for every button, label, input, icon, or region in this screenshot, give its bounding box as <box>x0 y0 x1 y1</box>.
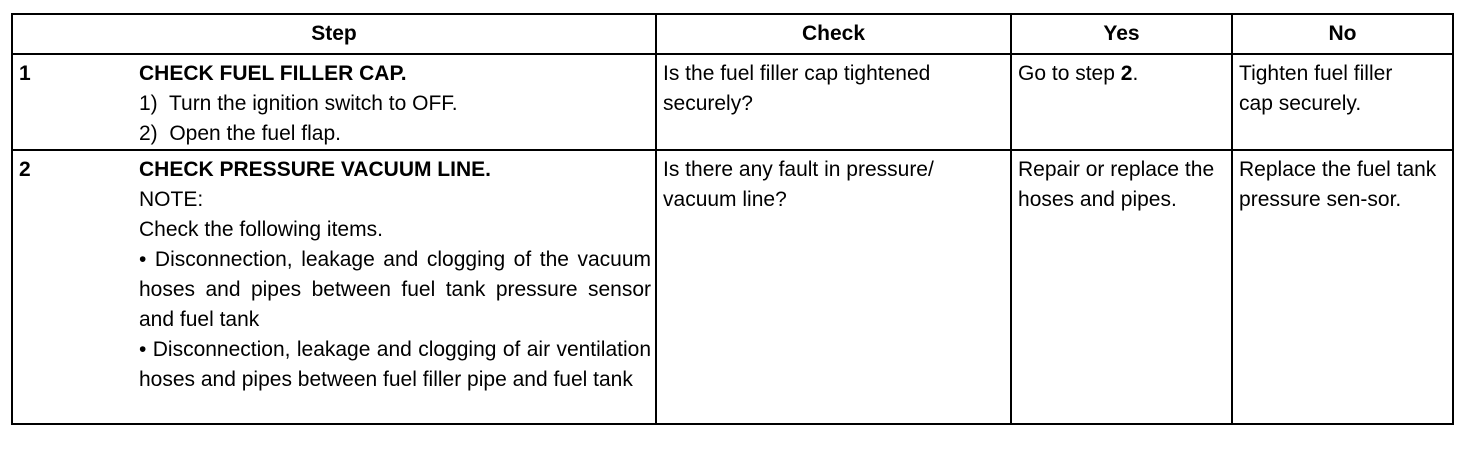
note-item: • Disconnection, leakage and clogging of air ventilation hoses and pipes between fuel filler pipe and fuel tank <box>139 338 652 391</box>
note-intro: Check the following items. <box>139 218 383 241</box>
substep: 1) Turn the ignition switch to OFF. <box>139 92 458 115</box>
header-row <box>12 14 1453 54</box>
yes-suffix: . <box>1132 62 1139 85</box>
step-title: CHECK FUEL FILLER CAP. <box>139 62 407 85</box>
yes-cell <box>1011 150 1232 424</box>
yes-text: Go to step <box>1018 62 1121 85</box>
yes-text: Repair or replace the hoses and pipes. <box>1018 158 1215 211</box>
step-number: 2 <box>12 150 135 424</box>
no-text: Replace the fuel tank pressure sen-sor. <box>1239 158 1437 211</box>
note-item: • Disconnection, leakage and clogging of the vacuum hoses and pipes between fuel tank pressure sensor and fuel tank <box>139 248 652 331</box>
no-cell <box>1232 150 1453 424</box>
header-check: Check <box>656 14 1011 54</box>
header-step: Step <box>12 14 656 54</box>
note-label: NOTE: <box>139 188 204 211</box>
header-yes: Yes <box>1011 14 1232 54</box>
check-text: Is there any fault in pressure/ vacuum line? <box>663 158 934 211</box>
table-row <box>12 150 1453 424</box>
no-text: Tighten fuel filler cap securely. <box>1239 62 1393 115</box>
step-number: 1 <box>12 54 135 150</box>
yes-cell <box>1011 54 1232 150</box>
table-row <box>12 54 1453 150</box>
check-text: Is the fuel filler cap tightened securely? <box>663 62 931 115</box>
step-cell <box>135 54 656 150</box>
no-cell <box>1232 54 1453 150</box>
yes-step-ref: 2 <box>1120 62 1133 85</box>
header-no: No <box>1232 14 1453 54</box>
check-cell <box>656 150 1011 424</box>
substep: 2) Open the fuel flap. <box>139 122 341 145</box>
step-title: CHECK PRESSURE VACUUM LINE. <box>139 158 491 181</box>
diagnostic-table <box>11 13 1454 425</box>
step-cell <box>135 150 656 424</box>
check-cell <box>656 54 1011 150</box>
